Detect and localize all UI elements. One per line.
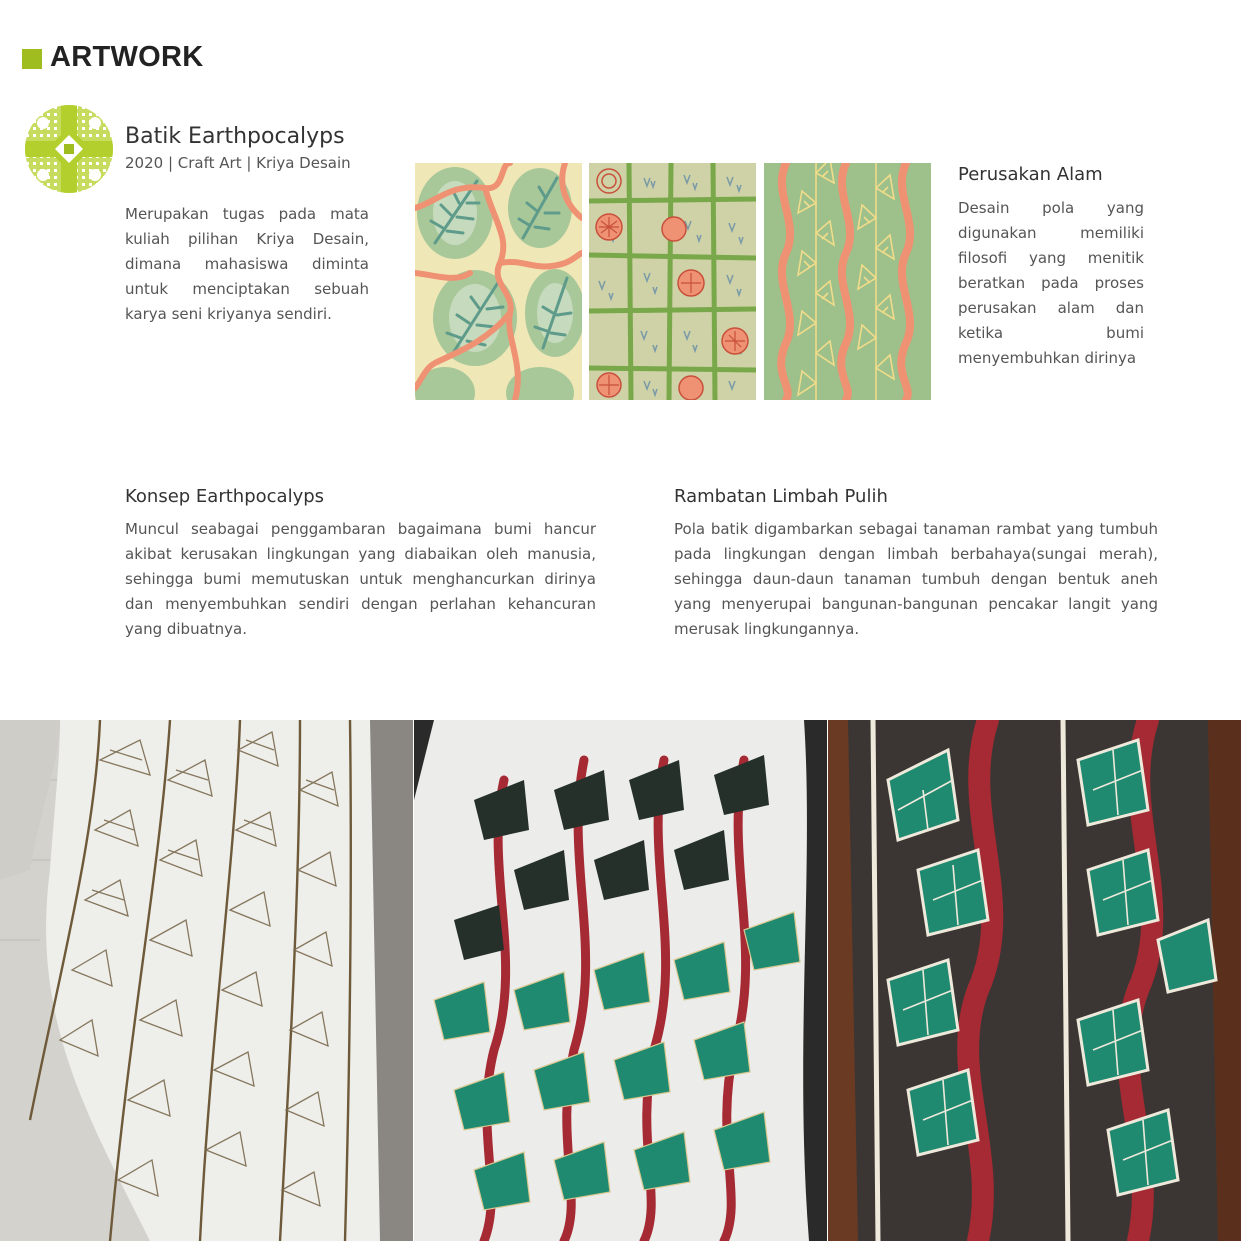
- perusakan-text: Desain pola yang digunakan memiliki filosofi yang menitik beratkan pada proses perusakan alam dan ketika bumi menyembuhkan dirinya: [958, 199, 1144, 367]
- konsep-text: Muncul seabagai penggambaran bagaimana bumi hancur akibat kerusakan lingkungan yang diabaikan oleh manusia, sehingga bumi memutuskan untuk menghancurkan dirinya dan menyembuhkan sendiri dengan perlahan kehancuran yang dibuatnya.: [125, 520, 596, 638]
- batik-logo-icon: [25, 105, 113, 193]
- batik-finished-photo: [828, 720, 1241, 1241]
- rambatan-title: Rambatan Limbah Pulih: [674, 486, 888, 507]
- konsep-title: Konsep Earthpocalyps: [125, 486, 325, 507]
- pattern-leaf-panel: [415, 163, 582, 400]
- section-marker: [22, 49, 42, 69]
- perusakan-title: Perusakan Alam: [958, 164, 1103, 185]
- project-intro: Merupakan tugas pada mata kuliah pilihan Kriya Desain, dimana mahasiswa diminta untuk menciptakan sebuah karya seni kriyanya sendiri.: [125, 205, 369, 323]
- pattern-vine-panel: [764, 163, 931, 400]
- project-title: Batik Earthpocalyps: [125, 124, 345, 149]
- pattern-grid-panel: [589, 163, 756, 400]
- rambatan-text: Pola batik digambarkan sebagai tanaman rambat yang tumbuh pada lingkungan dengan limbah berbahaya(sungai merah), sehingga daun-daun tanaman tumbuh dengan bentuk aneh yang menyerupai bangunan-bangunan pencakar langit yang merusak lingkungannya.: [674, 520, 1158, 638]
- section-title: ARTWORK: [50, 41, 204, 73]
- batik-sketch-photo: [0, 720, 413, 1241]
- batik-wax-photo: [414, 720, 827, 1241]
- project-meta: 2020 | Craft Art | Kriya Desain: [125, 154, 351, 172]
